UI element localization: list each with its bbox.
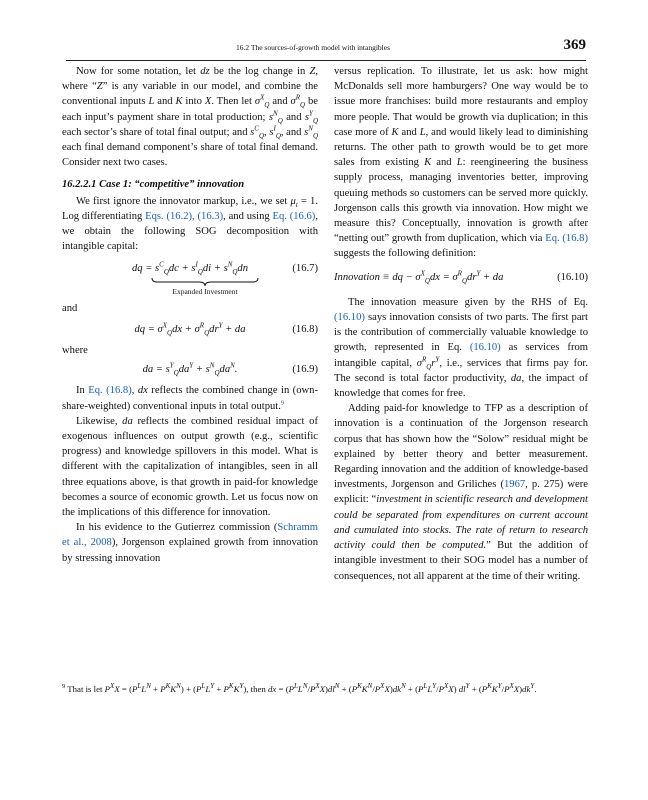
eq-number: (16.9) [292, 364, 318, 376]
paragraph-mcdonalds: versus replication. To illustrate, let us ask: how might McDonalds sell more hamburgers? One way would be to issue more franchises: build more restaurants and employ more people. That would be growth via duplication; in this case more of K and L, and would likely lead to diminishing returns. The other path to growth would be to get more sales from existing K and L: reengineering the business supply process, managing inventories better, improving queuing methods so customers can be served more quickly. Jorgenson calls this growth via innovation. How might we measure this? Conceptually, innovation is growth after “netting out” growth from duplication, which via Eq. (16.8) suggests the following definition: [334, 66, 589, 260]
citation-griliches[interactable]: 1967 [503, 479, 526, 491]
footnote-number: 9 [62, 683, 66, 691]
running-header [66, 38, 586, 61]
paragraph-residual: Likewise, da reflects the combined residual impact of exogenous influences on output growth (e.g., scientific progress) and knowledge spillovers in this model. What is different with the capitalization of intangibles, seen in all three equations above, is that growth in paid-for knowledge becomes a source of economic growth. Let us focus now on the implications of this difference for innovation. [62, 415, 318, 519]
equation-16-8: dq = $\sigma^X_Qdx + \sigma^R_Qdr^Y$ + da (16.8) [134, 321, 318, 337]
eq-number: (16.7) [292, 263, 318, 275]
eq-link-16-2[interactable]: Eqs. (16.2), (16.3) [145, 210, 224, 222]
text-and: and [62, 302, 78, 314]
eq-number: (16.8) [292, 323, 318, 335]
footnote-marker[interactable]: 9 [280, 399, 285, 407]
paragraph-rhs: The innovation measure given by the RHS of Eq. (16.10) says innovation consists of two parts. The first part is the contribution of commercially valuable knowledge to growth, represented in Eq. (16.10) as services from intangible capital, $\sigma^R_Qr^Y$, i.e., services that firms pay for. The second is total factor productivity, da, the impact of knowledge that comes for free. [334, 296, 589, 400]
eq-link-16-10[interactable]: (16.10) [469, 342, 501, 354]
eq-link-16-10[interactable]: (16.10) [334, 312, 365, 324]
eq-link-16-6[interactable]: Eq. (16.6) [272, 210, 316, 222]
section-heading: 16.2.2.1 Case 1: “competitive” innovation [62, 179, 245, 191]
brace-icon [151, 277, 259, 287]
left-column [62, 64, 318, 566]
footnote: $^9$ That is let $P^XX = (P^LL^N + P^KK^N) + (P^LL^Y + P^KK^Y)$, then dx = $(P^LL^N/P^XX)dl^N + (P^KK^N/P^XX)dk^N + (P^LL^Y/P^XX) dl^Y + (P^KK^Y/P^XX)dk^Y$. [62, 682, 537, 694]
eq-link-16-8[interactable]: Eq. (16.8) [545, 233, 588, 245]
eq-number: (16.10) [557, 271, 588, 283]
equation-16-9: da = $s^Y_Qda^Y + s^N_Qda^N$. (16.9) [142, 361, 318, 378]
equation-16-10: Innovation ≡ dq − $\sigma^X_Qdx = \sigma^R_Qdr^Y$ + da (16.10) [334, 269, 588, 285]
page-number: 369 [563, 37, 586, 53]
running-title: 16.2 The sources-of-growth model with intangibles [236, 43, 390, 52]
underbrace [92, 277, 318, 297]
eq-link-16-8[interactable]: Eq. (16.8) [88, 385, 132, 397]
citation-schramm[interactable]: Schramm et al., 2008 [62, 522, 318, 549]
paragraph-case1: We first ignore the innovator markup, i.e., we set $\mu_t = 1$. Log differentiating Eqs. (16.2), (16.3), and using Eq. (16.6), we obtain the following SOG decomposition with intangible capital: [62, 195, 318, 253]
brace-label: Expanded Investment [172, 286, 238, 296]
paragraph-notation: Now for some notation, let dz be the log change in Z, where “Z” is any variable in our model, and combine the conventional inputs L and K into X. Then let $\sigma^X_Q$ and $\sigma^R_Q$ be each input’s payment share in total production; $s^N_Q$ and $s^Y_Q$ each sector’s share of total final output; and $s^C_Q$, $s^I_Q$, and $s^N_Q$ each final demand component’s share of total final demand. Consider next two cases. [62, 66, 319, 169]
paragraph-gutierrez: In his evidence to the Gutierrez commission (Schramm et al., 2008), Jorgenson explained growth from innovation by stressing innovation [62, 522, 318, 564]
text-where: where [62, 345, 88, 357]
paragraph-dx: In Eq. (16.8), dx reflects the combined change in (own-share-weighted) conventional inputs in total output.$^9$ [62, 385, 318, 412]
right-column [334, 64, 588, 584]
equation-16-7: dq = $s^C_Qdc + s^I_Qdi + s^N_Qdn$ (16.7) [131, 260, 318, 277]
paragraph-tfp: Adding paid-for knowledge to TFP as a description of innovation is a continuation of the Jorgenson research corpus that has shown how the “Solow” residual might be explained by better theory and better measurement. Regarding innovation and the addition of knowledge-based investments, Jorgenson and Griliches (1967, p. 275) were explicit: “investment in scientific research and development could be separated from expenditures on current account and cumulated into stocks. The rate of return to research activity could then be computed.” But the addition of intangible investment to their SOG model has a number of consequences, not all apparent at the time of their writing. [334, 403, 588, 582]
